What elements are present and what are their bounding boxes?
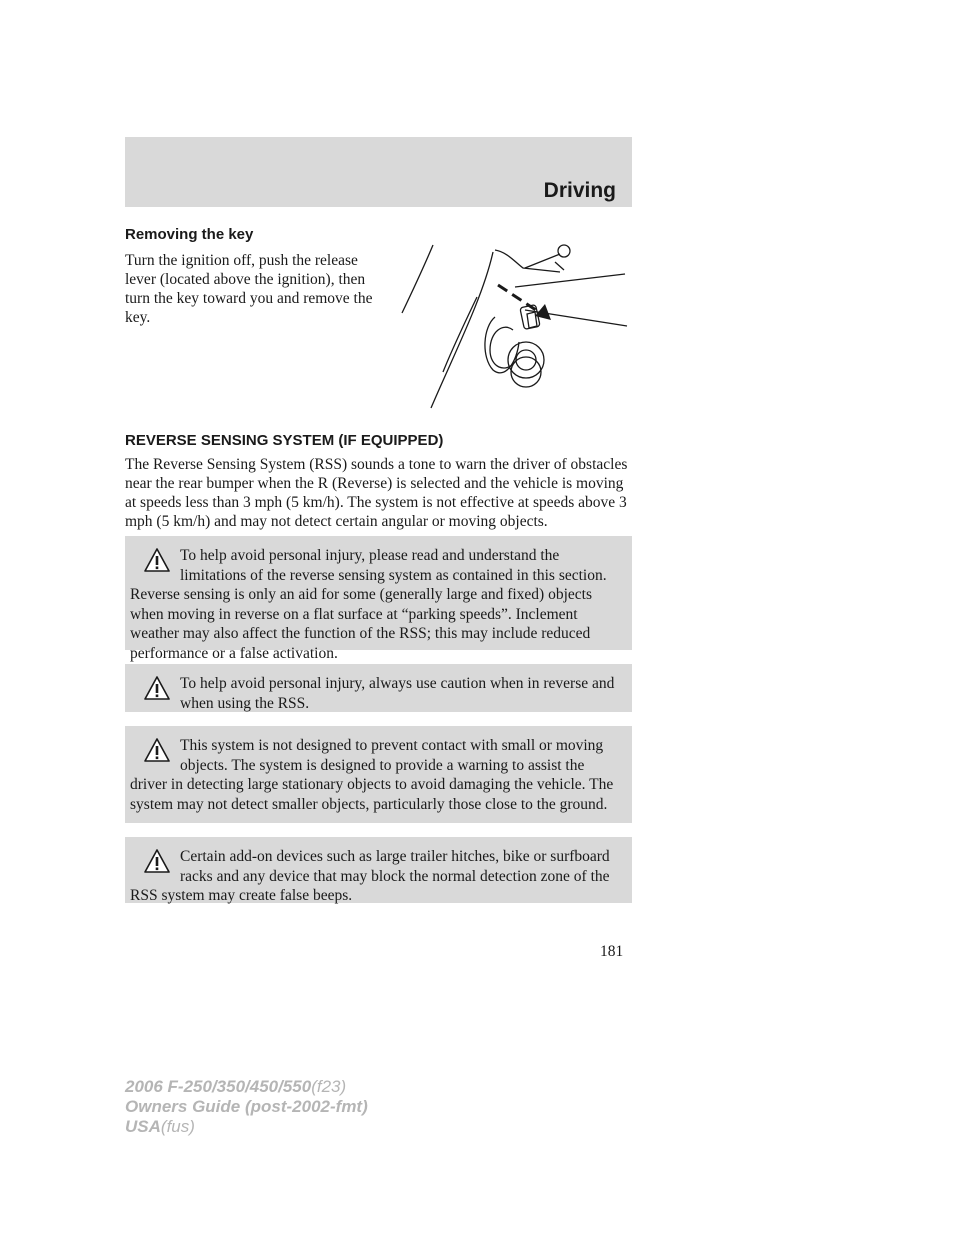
section-header-band (125, 137, 632, 207)
warning-box (125, 664, 632, 712)
warning-box (125, 837, 632, 903)
page-number: 181 (600, 943, 624, 960)
warning-triangle-icon (144, 848, 170, 874)
document-footer (125, 1077, 368, 1137)
footer-model: 2006 F-250/350/450/550 (125, 1077, 312, 1096)
footer-market: USA (125, 1117, 161, 1136)
footer-market-code: (fus) (160, 1117, 195, 1136)
removing-key-heading: Removing the key (125, 226, 254, 243)
warning-triangle-icon (144, 737, 170, 763)
warning-text: To help avoid personal injury, always use caution when in reverse and when using the RSS. (180, 675, 615, 712)
rss-heading: REVERSE SENSING SYSTEM (IF EQUIPPED) (125, 432, 444, 449)
warning-text: This system is not designed to prevent contact with small or moving objects. The system is designed to provide a warning to assist the driver in detecting large stationary objects to avoid damaging the vehicle. The system may not detect smaller objects, particularly those close to the ground. (130, 737, 614, 813)
warning-text: To help avoid personal injury, please read and understand the limitations of the reverse sensing system as contained in this section. Reverse sensing is only an aid for some (generally large and fixed) objects when moving in reverse on a flat surface at “parking speeds”. Inclement weather may also affect the function of the RSS; this may include reduced performance or a false activation. (130, 547, 607, 662)
footer-guide: Owners Guide (post-2002-fmt) (125, 1097, 368, 1116)
warning-box (125, 536, 632, 662)
warning-triangle-icon (144, 675, 170, 701)
ignition-key-removal-illustration (395, 242, 635, 412)
warning-box (125, 726, 632, 823)
rss-body: The Reverse Sensing System (RSS) sounds a tone to warn the driver of obstacles near the rear bumper when the R (Reverse) is selected and the vehicle is moving at speeds less than 3 mph (5 km/h). The system is not effective at speeds above 3 mph (5 km/h) and may not detect certain angular or moving objects. (125, 456, 628, 530)
warning-text: Certain add-on devices such as large trailer hitches, bike or surfboard racks and any device that may block the normal detection zone of the RSS system may create false beeps. (130, 848, 610, 904)
warning-triangle-icon (144, 547, 170, 573)
section-title: Driving (543, 179, 616, 202)
removing-key-body: Turn the ignition off, push the release lever (located above the ignition), then turn the key toward you and remove the key. (125, 252, 373, 326)
footer-model-code: (f23) (311, 1077, 347, 1096)
